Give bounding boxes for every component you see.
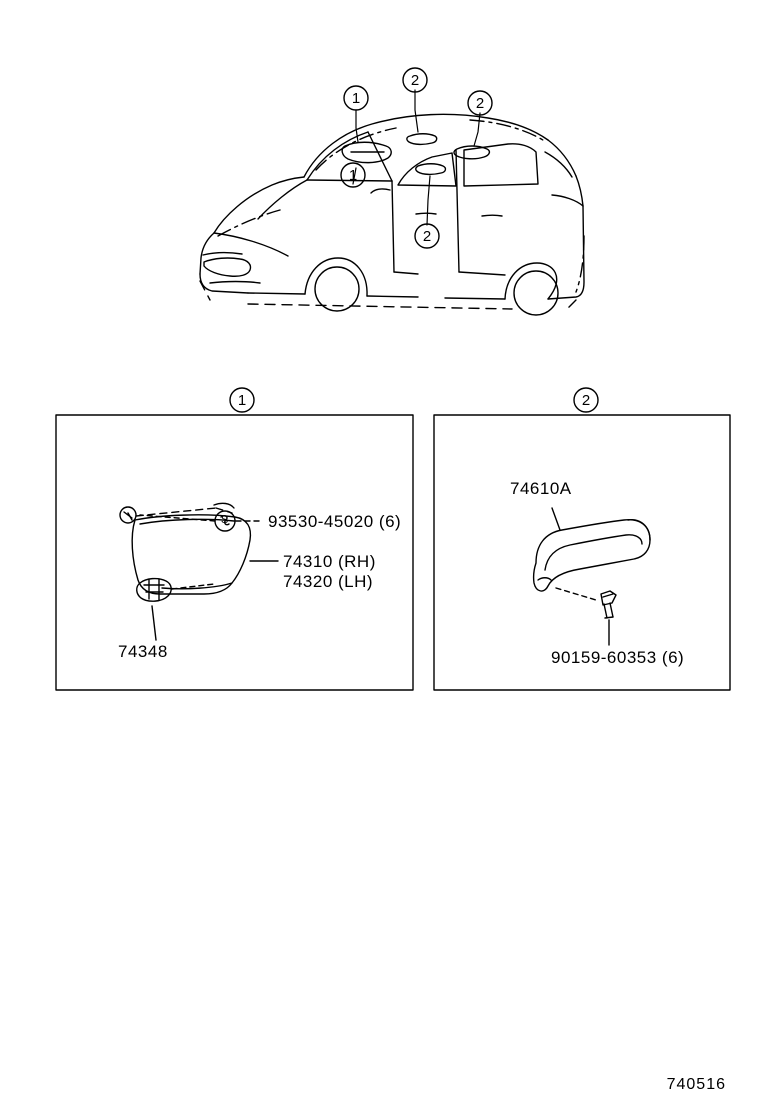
assist-grip-artwork <box>534 508 650 645</box>
visor-rh-part-number: 74310 (RH) <box>283 552 376 571</box>
panel-1-number: 1 <box>237 392 247 409</box>
screw-part-number: 93530-45020 (6) <box>268 512 402 531</box>
panel-2-number: 2 <box>581 392 591 409</box>
screw-symbol-label: S <box>221 514 229 526</box>
panel-1-box <box>56 388 413 690</box>
callout-number-2-roof-left: 2 <box>410 72 420 89</box>
grip-screw-part-number: 90159-60353 (6) <box>551 648 685 667</box>
panel-2-box <box>434 388 730 690</box>
sun-visor-artwork <box>120 503 278 640</box>
assist-grip-part-number: 74610A <box>510 479 572 498</box>
visor-holder-part-number: 74348 <box>118 642 168 661</box>
diagram-code: 740516 <box>666 1076 726 1093</box>
callout-number-1-top: 1 <box>351 90 361 107</box>
car-illustration <box>200 114 584 315</box>
callout-number-1-visor: 1 <box>348 167 358 184</box>
visor-lh-part-number: 74320 (LH) <box>283 572 374 591</box>
callout-number-2-door: 2 <box>422 228 432 245</box>
callout-number-2-roof-right: 2 <box>475 95 485 112</box>
